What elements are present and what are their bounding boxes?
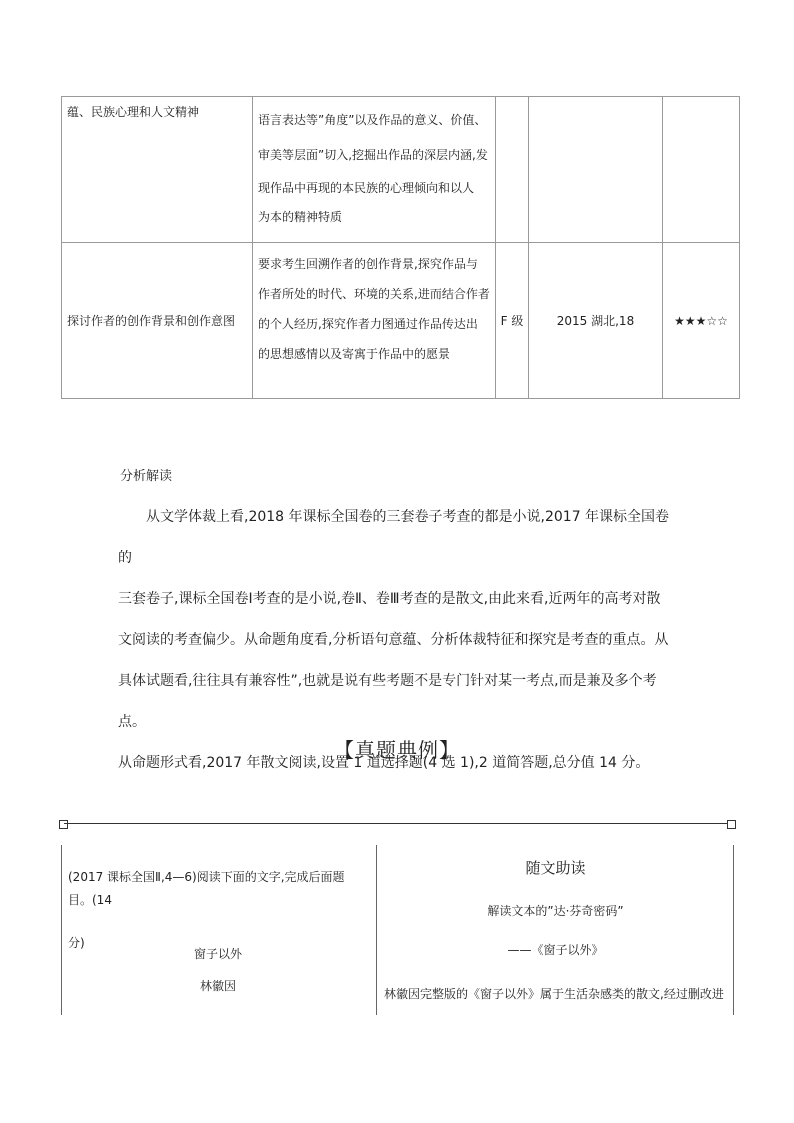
table-cell bbox=[529, 97, 663, 243]
table-cell bbox=[663, 243, 740, 399]
text-line: 文阅读的考查偏少。从命题角度看,分析语句意蕴、分析体裁特征和探究是考查的重点。从 bbox=[118, 632, 669, 648]
table-cell bbox=[253, 97, 496, 243]
text-line: (2017 课标全国Ⅱ,4—6)阅读下面的文字,完成后面题目。(14 bbox=[68, 870, 345, 907]
text-line: 分) bbox=[68, 936, 85, 950]
table-cell bbox=[62, 243, 253, 399]
table-cell bbox=[253, 243, 496, 399]
frame-corner-right bbox=[727, 820, 736, 829]
reading-aid-title: 随文助读 bbox=[525, 859, 586, 877]
section-title: 【真题典例】 bbox=[334, 738, 460, 762]
frame-top-border bbox=[64, 823, 728, 824]
table-cell bbox=[496, 243, 529, 399]
row2-col1-text: 探讨作者的创作背景和创作意图 bbox=[67, 314, 236, 328]
text-line: 具体试题看,往往具有兼容性”,也就是说有些考题不是专门针对某一考点,而是兼及多个考点。 bbox=[118, 673, 657, 730]
text-line: 现作品中再现的本民族的心理倾向和以人 bbox=[258, 181, 475, 195]
reading-aid-subtitle: 解读文本的”达·芬奇密码” bbox=[487, 904, 624, 918]
table-cell bbox=[529, 243, 663, 399]
table-cell bbox=[663, 97, 740, 243]
text-line: 三套卷子,课标全国卷Ⅰ考查的是小说,卷Ⅱ、卷Ⅲ考查的是散文,由此来看,近两年的高考对散 bbox=[118, 591, 661, 607]
text-line: 作者所处的时代、环境的关系,进而结合作者 bbox=[258, 287, 490, 301]
paragraph-line bbox=[118, 497, 678, 579]
row1-col1-text: 蕴、民族心理和人文精神 bbox=[67, 105, 200, 119]
row2-col4-text: 2015 湖北,18 bbox=[556, 314, 635, 328]
text-line: 从命题形式看,2017 年散文阅读,设置 1 道选择题(4 选 1),2 道简答题,总分值 14 分。 bbox=[118, 755, 650, 771]
essay-title: 窗子以外 bbox=[193, 947, 242, 961]
text-line: 为本的精神特质 bbox=[258, 210, 343, 224]
text-line: 语言表达等”角度”以及作品的意义、价值、 bbox=[258, 113, 487, 127]
table-row bbox=[62, 97, 740, 243]
star-rating: ★★★☆☆ bbox=[674, 313, 728, 328]
table-cell bbox=[62, 97, 253, 243]
row1-col2-text bbox=[253, 97, 495, 230]
table-row bbox=[62, 243, 740, 399]
frame-left-border bbox=[61, 845, 62, 1015]
essay-author: 林徽因 bbox=[199, 979, 236, 993]
column-divider bbox=[376, 845, 377, 1015]
text-line: 审美等层面”切入,挖掘出作品的深层内涵,发 bbox=[258, 148, 488, 162]
text-line: 的思想感情以及寄寓于作品中的愿景 bbox=[258, 347, 451, 361]
row2-col3-text: F 级 bbox=[500, 314, 524, 328]
text-line: 要求考生回溯作者的创作背景,探究作品与 bbox=[258, 257, 478, 271]
content-table bbox=[61, 96, 740, 399]
frame-corner-left bbox=[59, 820, 68, 829]
reading-aid-subtitle2: ——《窗子以外》 bbox=[507, 943, 604, 957]
analysis-heading: 分析解读 bbox=[120, 469, 173, 484]
table-cell bbox=[496, 97, 529, 243]
text-line: 从文学体裁上看,2018 年课标全国卷的三套卷子考查的都是小说,2017 年课标全国卷的 bbox=[118, 509, 670, 566]
reading-aid-body: 林徽因完整版的《窗子以外》属于生活杂感类的散文,经过删改进 bbox=[384, 987, 724, 1001]
row2-col2-text bbox=[253, 243, 495, 369]
text-line: 的个人经历,探究作者力图通过作品传达出 bbox=[258, 317, 478, 331]
question-intro bbox=[68, 866, 368, 955]
